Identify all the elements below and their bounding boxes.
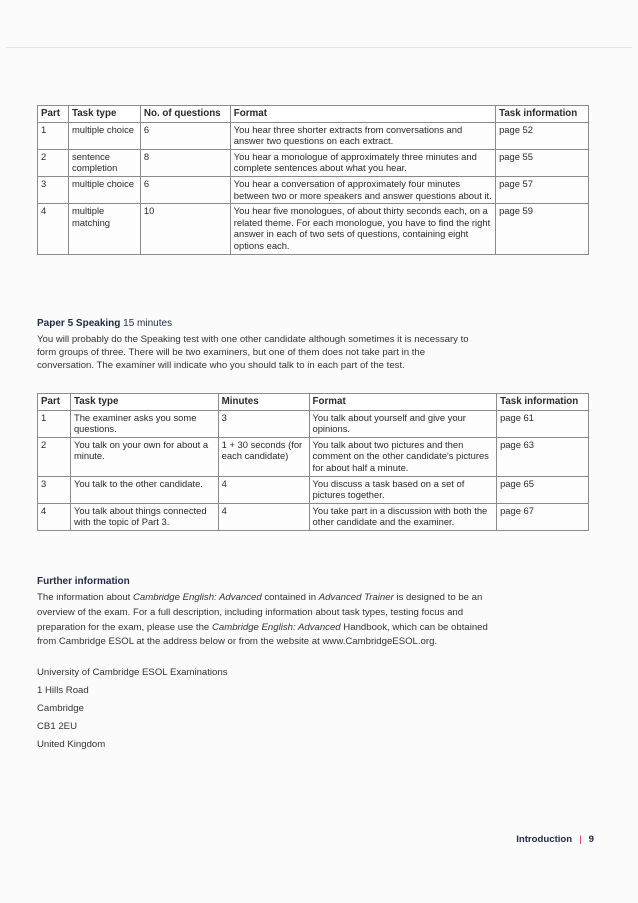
cell-format: You hear five monologues, of about thirty seconds each, on a related theme. For each monologue, you have to find the right answer in each of two sets of questions, containing eight options each. xyxy=(230,204,495,254)
table-row xyxy=(38,410,589,437)
further-text-1: The information about xyxy=(37,592,133,603)
cell-format: You hear a conversation of approximately four minutes between two or more speakers and answer questions about it. xyxy=(230,176,495,203)
cell-task-info: page 59 xyxy=(496,204,589,254)
cell-task-type: sentence completion xyxy=(68,149,140,176)
cell-minutes: 4 xyxy=(218,503,309,530)
cell-task-type: You talk on your own for about a minute. xyxy=(70,437,218,476)
cell-format: You discuss a task based on a set of pictures together. xyxy=(309,476,497,503)
further-paragraph xyxy=(37,591,492,650)
cell-questions: 6 xyxy=(140,122,230,149)
table-row xyxy=(38,437,589,476)
footer-separator: | xyxy=(579,834,582,845)
cell-format: You hear three shorter extracts from conversations and answer two questions on each extract. xyxy=(230,122,495,149)
speaking-tasks-table xyxy=(37,393,589,531)
cell-task-type: multiple matching xyxy=(68,204,140,254)
cell-format: You talk about yourself and give your opinions. xyxy=(309,410,497,437)
cell-task-info: page 55 xyxy=(496,149,589,176)
cell-part: 4 xyxy=(38,204,69,254)
footer-label: Introduction xyxy=(516,834,573,845)
table-row xyxy=(38,204,589,254)
cell-task-type: multiple choice xyxy=(68,122,140,149)
page-number: 9 xyxy=(588,834,594,845)
top-rule xyxy=(6,47,632,48)
header-part: Part xyxy=(38,106,69,123)
further-text-3: is designed to be an overview of the exam. For a full description, including information about task types, testing focus and preparation for the exam, please use the xyxy=(37,592,483,633)
cell-minutes: 3 xyxy=(218,410,309,437)
cell-questions: 10 xyxy=(140,204,230,254)
address-line: University of Cambridge ESOL Examinations xyxy=(37,667,228,678)
further-heading xyxy=(37,576,130,587)
listing-tasks-table xyxy=(37,105,589,255)
header-minutes: Minutes xyxy=(218,394,309,411)
table-row xyxy=(38,476,589,503)
header-format: Format xyxy=(230,106,495,123)
cell-part: 1 xyxy=(38,410,71,437)
cell-task-type: The examiner asks you some questions. xyxy=(70,410,218,437)
paper5-intro: You will probably do the Speaking test with one other candidate although sometimes it is necessary to form groups of three. There will be two examiners, but one of them does not take part in the conversation. The examiner will indicate who you should talk to in each part of the test. xyxy=(37,334,469,372)
address-line: 1 Hills Road xyxy=(37,685,89,696)
further-text-4: Handbook, which can be obtained from Cambridge ESOL at the address below or from the website at www.CambridgeESOL.org. xyxy=(37,621,488,648)
table-row xyxy=(38,149,589,176)
table-header-row xyxy=(38,394,589,411)
header-task-info: Task information xyxy=(497,394,589,411)
header-part: Part xyxy=(38,394,71,411)
cell-task-info: page 67 xyxy=(497,503,589,530)
cell-task-info: page 61 xyxy=(497,410,589,437)
cell-minutes: 1 + 30 seconds (for each candidate) xyxy=(218,437,309,476)
header-task-type: Task type xyxy=(68,106,140,123)
page-footer xyxy=(516,834,594,845)
further-italic-2: Advanced Trainer xyxy=(318,592,394,603)
cell-questions: 6 xyxy=(140,176,230,203)
table-row xyxy=(38,176,589,203)
cell-part: 3 xyxy=(38,476,71,503)
cell-format: You take part in a discussion with both the other candidate and the examiner. xyxy=(309,503,497,530)
header-task-info: Task information xyxy=(496,106,589,123)
address-line: Cambridge xyxy=(37,703,84,714)
cell-task-info: page 57 xyxy=(496,176,589,203)
cell-task-type: You talk about things connected with the topic of Part 3. xyxy=(70,503,218,530)
cell-format: You talk about two pictures and then comment on the other candidate's pictures for about half a minute. xyxy=(309,437,497,476)
cell-task-type: multiple choice xyxy=(68,176,140,203)
header-task-type: Task type xyxy=(70,394,218,411)
paper5-duration: 15 minutes xyxy=(123,318,173,329)
cell-task-info: page 52 xyxy=(496,122,589,149)
cell-part: 3 xyxy=(38,176,69,203)
cell-part: 4 xyxy=(38,503,71,530)
cell-task-info: page 65 xyxy=(497,476,589,503)
cell-questions: 8 xyxy=(140,149,230,176)
paper5-title: Paper 5 Speaking xyxy=(37,318,121,329)
paper5-heading xyxy=(37,318,172,329)
cell-format: You hear a monologue of approximately three minutes and complete sentences about what you hear. xyxy=(230,149,495,176)
further-text-2: contained in xyxy=(261,592,319,603)
address-line: CB1 2EU xyxy=(37,721,77,732)
further-italic-1: Cambridge English: Advanced xyxy=(133,592,262,603)
cell-task-type: You talk to the other candidate. xyxy=(70,476,218,503)
cell-part: 2 xyxy=(38,437,71,476)
address-line: United Kingdom xyxy=(37,739,106,750)
table-row xyxy=(38,122,589,149)
header-questions: No. of questions xyxy=(140,106,230,123)
cell-part: 1 xyxy=(38,122,69,149)
header-format: Format xyxy=(309,394,497,411)
further-italic-3: Cambridge English: Advanced xyxy=(211,621,341,633)
cell-part: 2 xyxy=(38,149,69,176)
cell-task-info: page 63 xyxy=(497,437,589,476)
cell-minutes: 4 xyxy=(218,476,309,503)
table-row xyxy=(38,503,589,530)
further-title: Further information xyxy=(37,576,130,587)
table-header-row xyxy=(38,106,589,123)
